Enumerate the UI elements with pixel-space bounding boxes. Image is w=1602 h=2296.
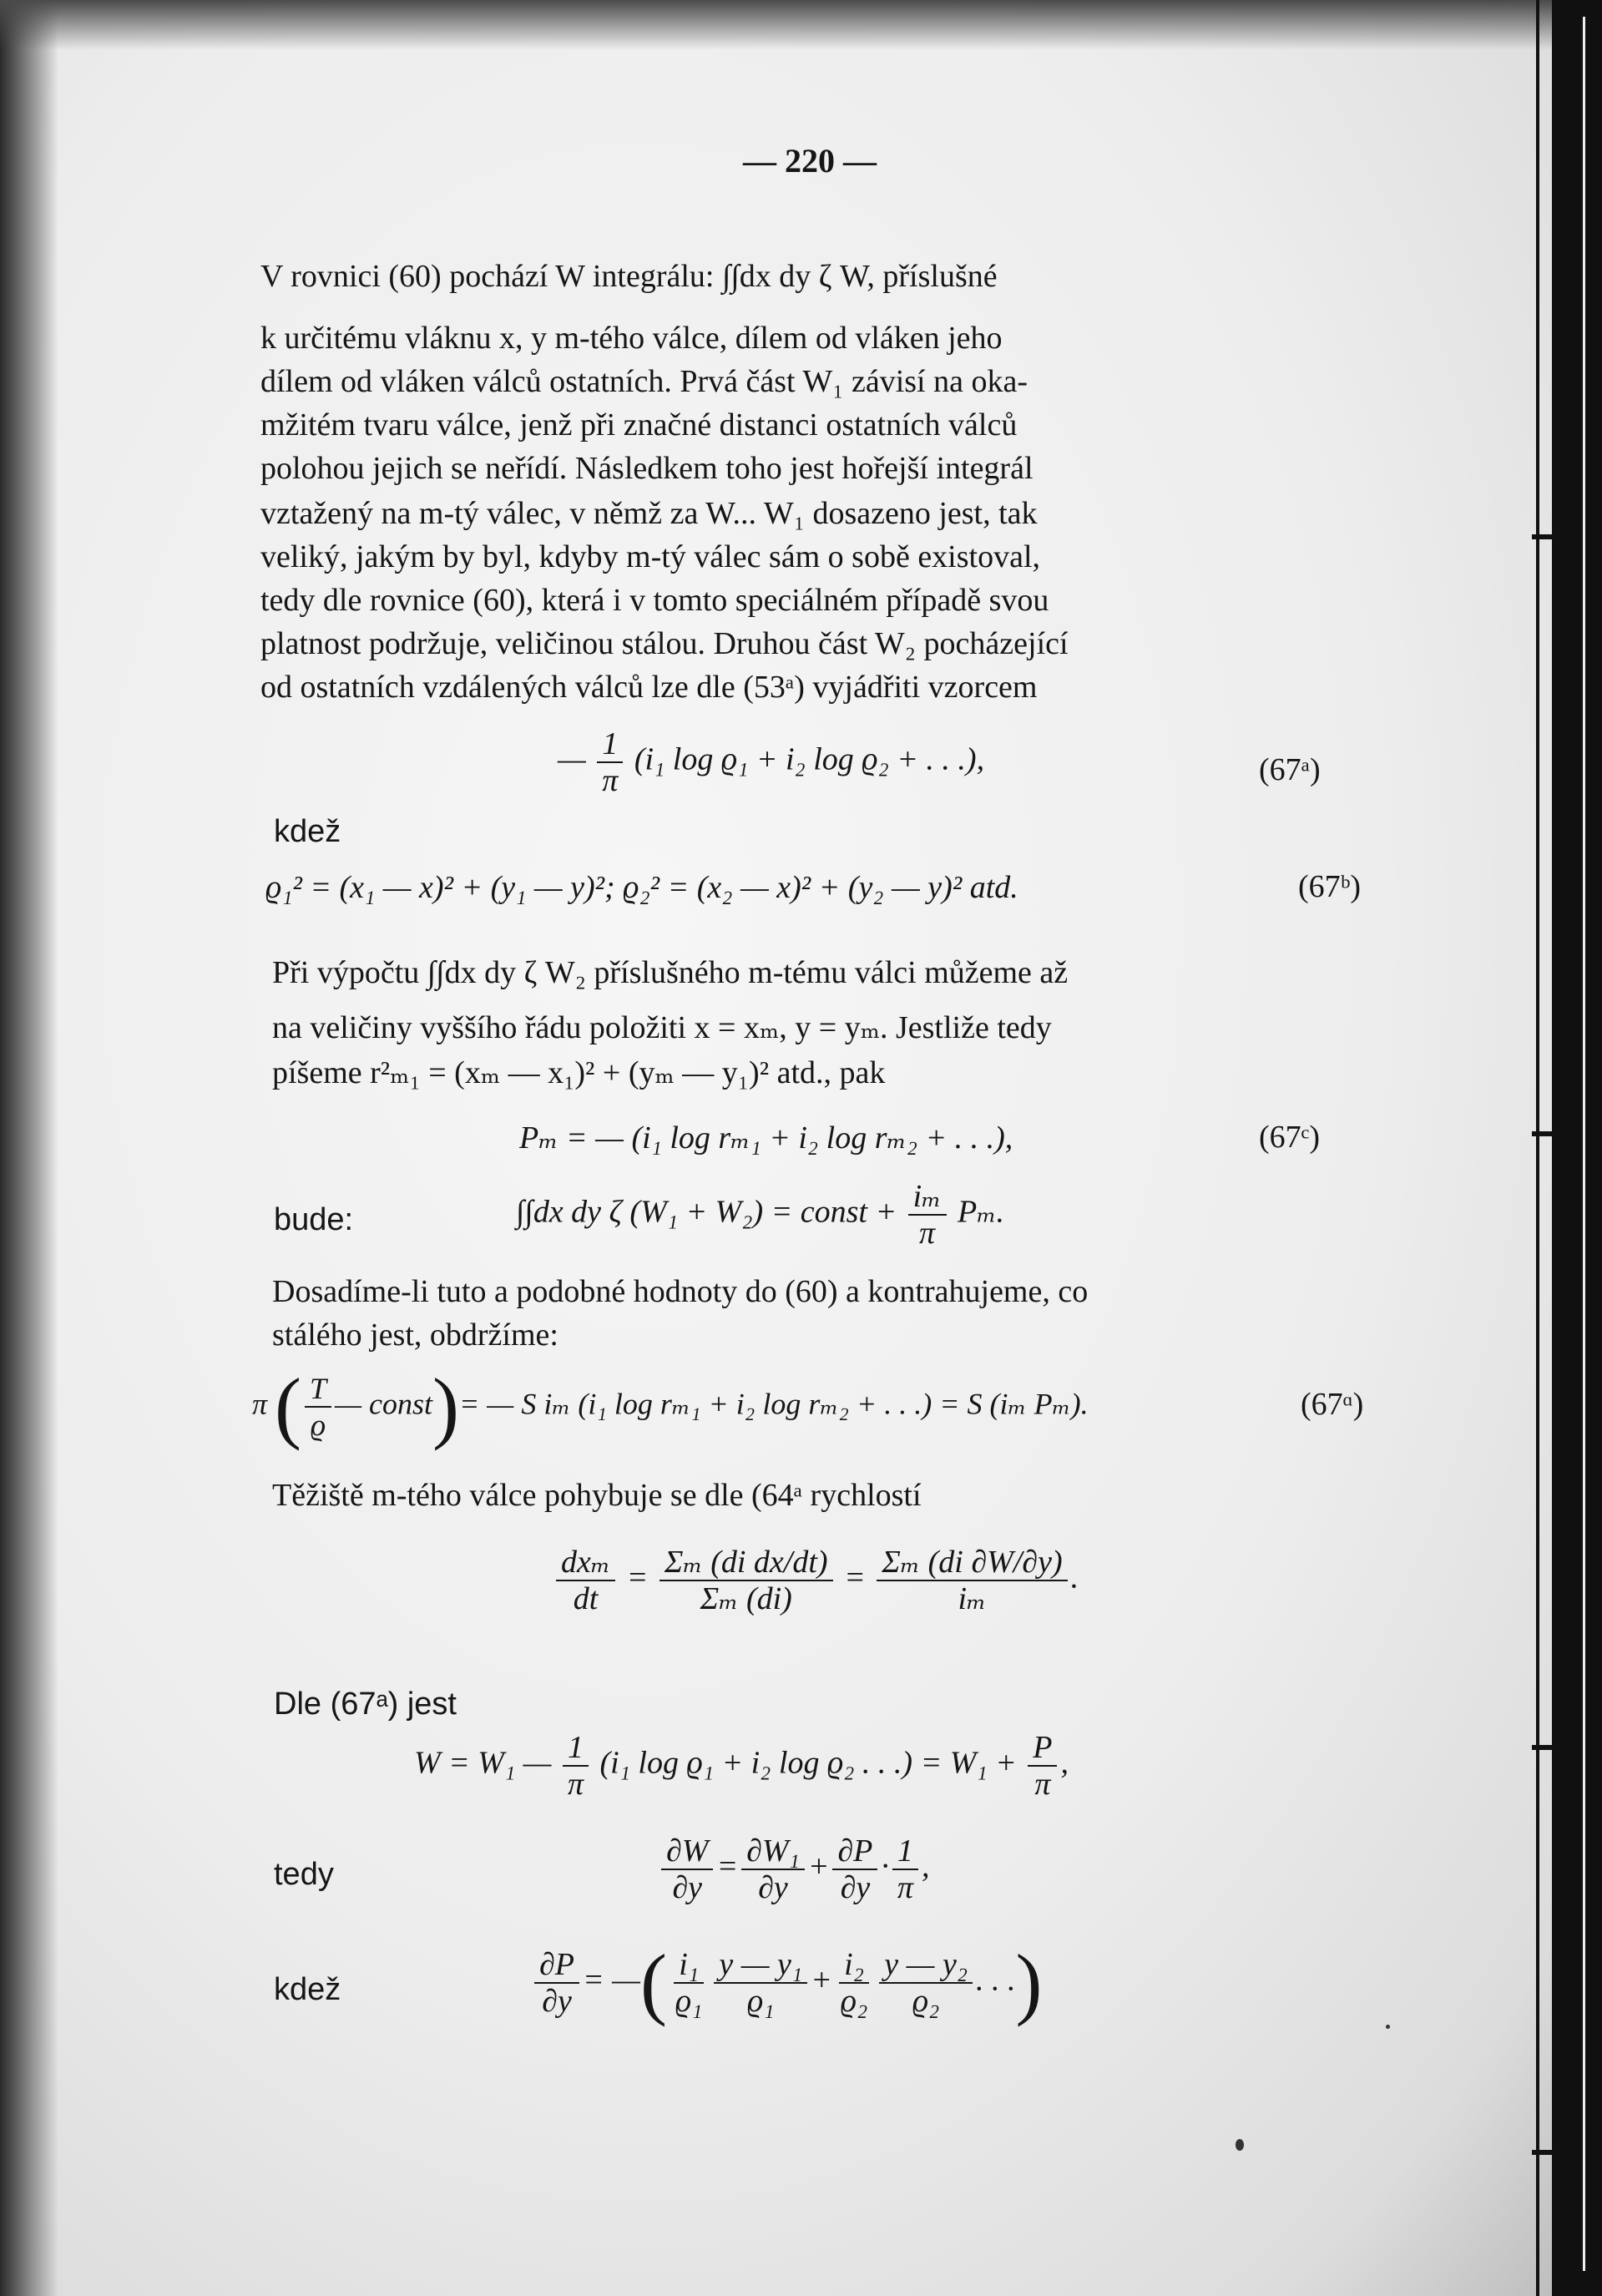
label-bude: bude: (274, 1202, 354, 1237)
fraction-denominator: ϱ (310, 1408, 326, 1442)
eq-body: = — S iₘ (i₁ log rₘ₁ + i₂ log rₘ₂ + . . .) = S (iₘ Pₘ). (459, 1387, 1089, 1421)
paren-left: ( (639, 1938, 667, 2027)
spine-tick (1532, 1131, 1557, 1136)
fraction-denominator: π (567, 1767, 584, 1802)
fraction-numerator: P (1028, 1730, 1057, 1767)
spine-rule-inner (1583, 17, 1585, 2271)
paragraph-line: k určitému vláknu x, y m-tého válce, dílem od vláken jeho (260, 321, 1003, 356)
spine-tick (1532, 1745, 1557, 1750)
fraction-denominator: ϱ₁ (747, 1984, 775, 2019)
scan-border-right (1552, 0, 1602, 2296)
fraction-numerator: y — y₁ (714, 1947, 807, 1984)
equation-bude (516, 1179, 1004, 1251)
scan-speck (1236, 2139, 1244, 2151)
fraction (661, 1833, 713, 1905)
fraction-numerator: 1 (597, 726, 623, 763)
equation-dW: $\frac{\partial W}{\partial y}$ = $\frac{\text{∂W₁}}{\partial y}$ + $\frac{\partial P}{\partial y}$ · $\frac{1}{\pi}$ , (658, 1833, 929, 1905)
eq-inner: — const (335, 1387, 433, 1421)
paragraph-line: platnost podržuje, veličinou stálou. Druhou část W₂ pocházející (260, 626, 1069, 661)
eq-mid: (i₁ log ϱ₁ + i₂ log ϱ₂ . . .) = W₁ + (599, 1745, 1017, 1781)
paragraph-line: Dosadíme-li tuto a podobné hodnoty do (60) a kontrahujeme, co (272, 1274, 1089, 1309)
eq-tail: , (1060, 1745, 1069, 1781)
fraction-denominator: ϱ₂ (840, 1984, 868, 2019)
paragraph-line: Těžiště m-tého válce pohybuje se dle (64ᵃ rychlostí (272, 1478, 922, 1513)
fraction-numerator: 1 (892, 1833, 918, 1870)
fraction (670, 1947, 708, 2019)
paragraph-line: stálého jest, obdržíme: (272, 1317, 558, 1353)
scan-speck (1386, 2025, 1390, 2029)
eq-tail: , (921, 1848, 930, 1884)
paren-left: ( (275, 1362, 302, 1451)
eq-lhs: ∫∫dx dy ζ (W₁ + W₂) = const + (516, 1194, 897, 1230)
paragraph-line: Při výpočtu ∫∫dx dy ζ W₂ příslušného m-tému válci můžeme až (272, 955, 1069, 990)
fraction-denominator: ∂y (672, 1870, 703, 1905)
paragraph-line: píšeme r²ₘ₁ = (xₘ — x₁)² + (yₘ — y₁)² atd., pak (272, 1055, 886, 1090)
fraction-numerator: i₁ (674, 1947, 704, 1984)
spine-tick (1532, 2150, 1557, 2155)
fraction-numerator: ∂P (832, 1833, 877, 1870)
equation-dP: $\frac{\partial P}{\partial y}$ = —( $\frac{\text{i₁}}{\text{ϱ₁}}$ $\frac{\text{y — y₁}}{\text{ϱ₁}}$ + $\frac{\text{i₂}}{\text{ϱ₂}}$ $\frac{\text{y — y₂}}{\text{ϱ₂}}$ . . .) (531, 1945, 1043, 2020)
fraction (877, 1545, 1067, 1616)
fraction-denominator: π (602, 763, 619, 798)
fraction-numerator: T (305, 1371, 331, 1408)
fraction (305, 1371, 331, 1443)
fraction-denominator: ∂y (840, 1870, 871, 1905)
label-dle: Dle (67ᵃ) jest (274, 1687, 457, 1722)
fraction (832, 1833, 877, 1905)
fraction (563, 1730, 589, 1802)
fraction-denominator: ∂y (758, 1870, 788, 1905)
fraction-denominator: ϱ₂ (912, 1984, 940, 2019)
equation-67a (558, 726, 984, 798)
fraction (892, 1833, 918, 1905)
paragraph-line: veliký, jakým by byl, kdyby m-tý válec sám o sobě existoval, (260, 539, 1041, 574)
fraction-numerator: Σₘ (di dx/dt) (659, 1545, 833, 1581)
eq-body: (i₁ log ϱ₁ + i₂ log ϱ₂ + . . .), (634, 741, 985, 777)
fraction-denominator: iₘ (958, 1581, 987, 1616)
equation-67b: ϱ₁² = (x₁ — x)² + (y₁ — y)²; ϱ₂² = (x₂ — x)² + (y₂ — y)² atd. (265, 870, 1018, 905)
paragraph-line: tedy dle rovnice (60), která i v tomto speciálném případě svou (260, 583, 1049, 618)
fraction-numerator: i₂ (839, 1947, 869, 1984)
fraction (556, 1545, 615, 1616)
fraction (597, 726, 623, 798)
paragraph-line: od ostatních vzdálených válců lze dle (53ᵃ) vyjádřiti vzorcem (260, 670, 1038, 705)
eq-pi: π (252, 1387, 268, 1421)
equation-number: (67ᵇ) (1298, 869, 1362, 904)
paragraph-line: vztažený na m-tý válec, v němž za W... W₁ dosazeno jest, tak (260, 496, 1038, 531)
label-kdez: kdež (274, 1972, 341, 2007)
paren-right: ) (432, 1362, 460, 1451)
fraction (1028, 1730, 1057, 1802)
eq-lead: — (558, 741, 586, 777)
fraction (836, 1947, 873, 2019)
equation-velocity: $\frac{\text{dxₘ}}{dt}$ = $\frac{\text{Σₘ (di dx/dt)}}{\text{Σₘ (di)}}$ = $\frac{\text{Σₘ (di ∂W/∂y)}}{\text{iₘ}}$ . (553, 1545, 1079, 1616)
fraction (659, 1545, 833, 1616)
fraction (534, 1947, 579, 2019)
eq-tail: . . . (976, 1962, 1016, 1998)
fraction-denominator: π (1034, 1767, 1051, 1802)
label-tedy: tedy (274, 1857, 334, 1892)
fraction-denominator: dt (573, 1581, 599, 1616)
paragraph-line: mžitém tvaru válce, jenž při značné distanci ostatních válců (260, 407, 1018, 443)
fraction (908, 1179, 947, 1251)
fraction (714, 1947, 807, 2019)
fraction-numerator: ∂P (534, 1947, 579, 1984)
fraction (879, 1947, 973, 2019)
fraction-denominator: ∂y (542, 1984, 572, 2019)
equation-W (414, 1730, 1069, 1802)
fraction-numerator: iₘ (908, 1179, 947, 1216)
fraction-numerator: Σₘ (di ∂W/∂y) (877, 1545, 1067, 1581)
fraction-numerator: 1 (563, 1730, 589, 1767)
equation-67alpha (252, 1362, 1089, 1451)
fraction-denominator: π (919, 1216, 936, 1251)
paragraph-line: dílem od vláken válců ostatních. Prvá část W₁ závisí na oka- (260, 364, 1028, 399)
eq-tail: Pₘ. (958, 1194, 1005, 1230)
fraction-denominator: Σₘ (di) (700, 1581, 792, 1616)
fraction-denominator: ϱ₁ (675, 1984, 703, 2019)
fraction (741, 1833, 805, 1905)
equation-number: (67ᵅ) (1301, 1387, 1364, 1422)
label-kdez: kdež (274, 814, 341, 849)
fraction-denominator: π (897, 1870, 913, 1905)
spine-tick (1532, 534, 1557, 539)
fraction-numerator: ∂W₁ (741, 1833, 805, 1870)
equation-number: (67ᶜ) (1259, 1120, 1321, 1155)
equation-67c: Pₘ = — (i₁ log rₘ₁ + i₂ log rₘ₂ + . . .), (519, 1120, 1013, 1156)
paragraph-line: na veličiny vyššího řádu položiti x = xₘ, y = yₘ. Jestliže tedy (272, 1010, 1052, 1045)
fraction-numerator: y — y₂ (879, 1947, 973, 1984)
paren-right: ) (1015, 1938, 1043, 2027)
paragraph-line: polohou jejich se neřídí. Následkem toho jest hořejší integrál (260, 451, 1033, 486)
spine-rule (1536, 0, 1539, 2296)
page-shadow-top (0, 0, 1602, 50)
eq-lhs: W = W₁ — (414, 1745, 552, 1781)
equation-number: (67ᵃ) (1259, 752, 1321, 787)
page-shadow-left (0, 0, 58, 2296)
paragraph-line: V rovnici (60) pochází W integrálu: ∫∫dx dy ζ W, příslušné (260, 259, 998, 294)
page-number: — 220 — (743, 142, 877, 180)
fraction-numerator: ∂W (661, 1833, 713, 1870)
fraction-numerator: dxₘ (556, 1545, 615, 1581)
